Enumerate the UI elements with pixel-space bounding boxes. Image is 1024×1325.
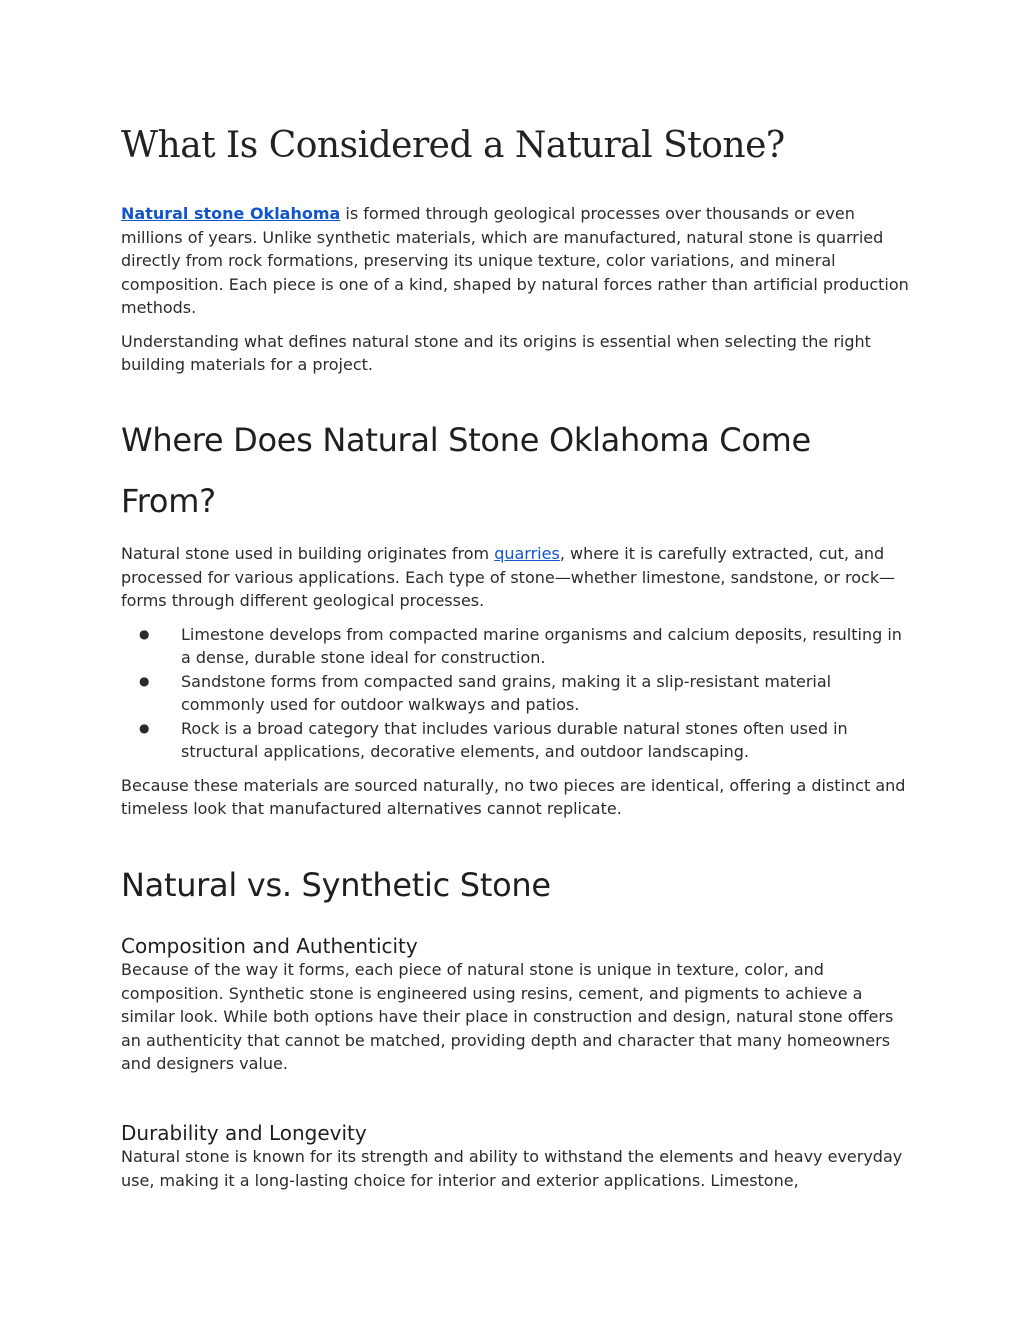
intro-section — [121, 202, 911, 377]
list-item-text: Limestone develops from compacted marine organisms and calcium deposits, resulting in a dense, durable stone ideal for construction. — [181, 624, 902, 667]
natural-stone-oklahoma-link[interactable]: Natural stone Oklahoma — [121, 204, 341, 223]
origin-paragraph-1-text-b: , where it is carefully extracted, cut, and processed for various applications. Each type of stone—whether limestone, sandstone, or rock—forms through different geological processes. — [121, 544, 896, 610]
intro-paragraph-1 — [121, 202, 911, 320]
origin-paragraph-1 — [121, 542, 911, 613]
composition-paragraph: Because of the way it forms, each piece of natural stone is unique in texture, color, and composition. Synthetic stone is engineered using resins, cement, and pigments to achieve a similar look. While both options have their place in construction and design, natural stone offers an authenticity that cannot be matched, providing depth and character that many homeowners and designers value. — [121, 960, 894, 1073]
list-item — [121, 670, 911, 717]
composition-heading: Composition and Authenticity — [121, 934, 418, 958]
intro-paragraph-1-text: is formed through geological processes over thousands or even millions of years. Unlike synthetic materials, which are manufactured, natural stone is quarried directly from rock formations, preserving its unique texture, color variations, and mineral composition. Each piece is one of a kind, shaped by natural forces rather than artificial production methods. — [121, 204, 909, 317]
page-title: What Is Considered a Natural Stone? — [121, 125, 785, 166]
durability-paragraph: Natural stone is known for its strength and ability to withstand the elements and heavy everyday use, making it a long-lasting choice for interior and exterior applications. Limestone, — [121, 1147, 903, 1190]
bullet-icon: ● — [139, 626, 150, 641]
list-item-text: Sandstone forms from compacted sand grains, making it a slip-resistant material commonly used for outdoor walkways and patios. — [181, 671, 832, 714]
intro-paragraph-2: Understanding what defines natural stone and its origins is essential when selecting the right building materials for a project. — [121, 331, 871, 374]
origin-heading: Where Does Natural Stone Oklahoma Come From? — [121, 421, 811, 520]
composition-subsection — [121, 934, 911, 1076]
list-item — [121, 623, 911, 670]
durability-subsection — [121, 1121, 911, 1192]
stone-types-list — [121, 623, 911, 764]
quarries-link[interactable]: quarries — [494, 544, 560, 563]
bullet-icon: ● — [139, 673, 150, 688]
origin-paragraph-2: Because these materials are sourced naturally, no two pieces are identical, offering a distinct and timeless look that manufactured alternatives cannot replicate. — [121, 775, 906, 818]
list-item — [121, 717, 911, 764]
origin-section — [121, 410, 911, 532]
bullet-icon: ● — [139, 720, 150, 735]
durability-heading: Durability and Longevity — [121, 1121, 367, 1145]
list-item-text: Rock is a broad category that includes various durable natural stones often used in structural applications, decorative elements, and outdoor landscaping. — [181, 718, 848, 761]
comparison-heading: Natural vs. Synthetic Stone — [121, 866, 551, 904]
origin-body — [121, 542, 911, 821]
comparison-section — [121, 855, 911, 916]
origin-paragraph-1-text-a: Natural stone used in building originates from — [121, 544, 495, 563]
